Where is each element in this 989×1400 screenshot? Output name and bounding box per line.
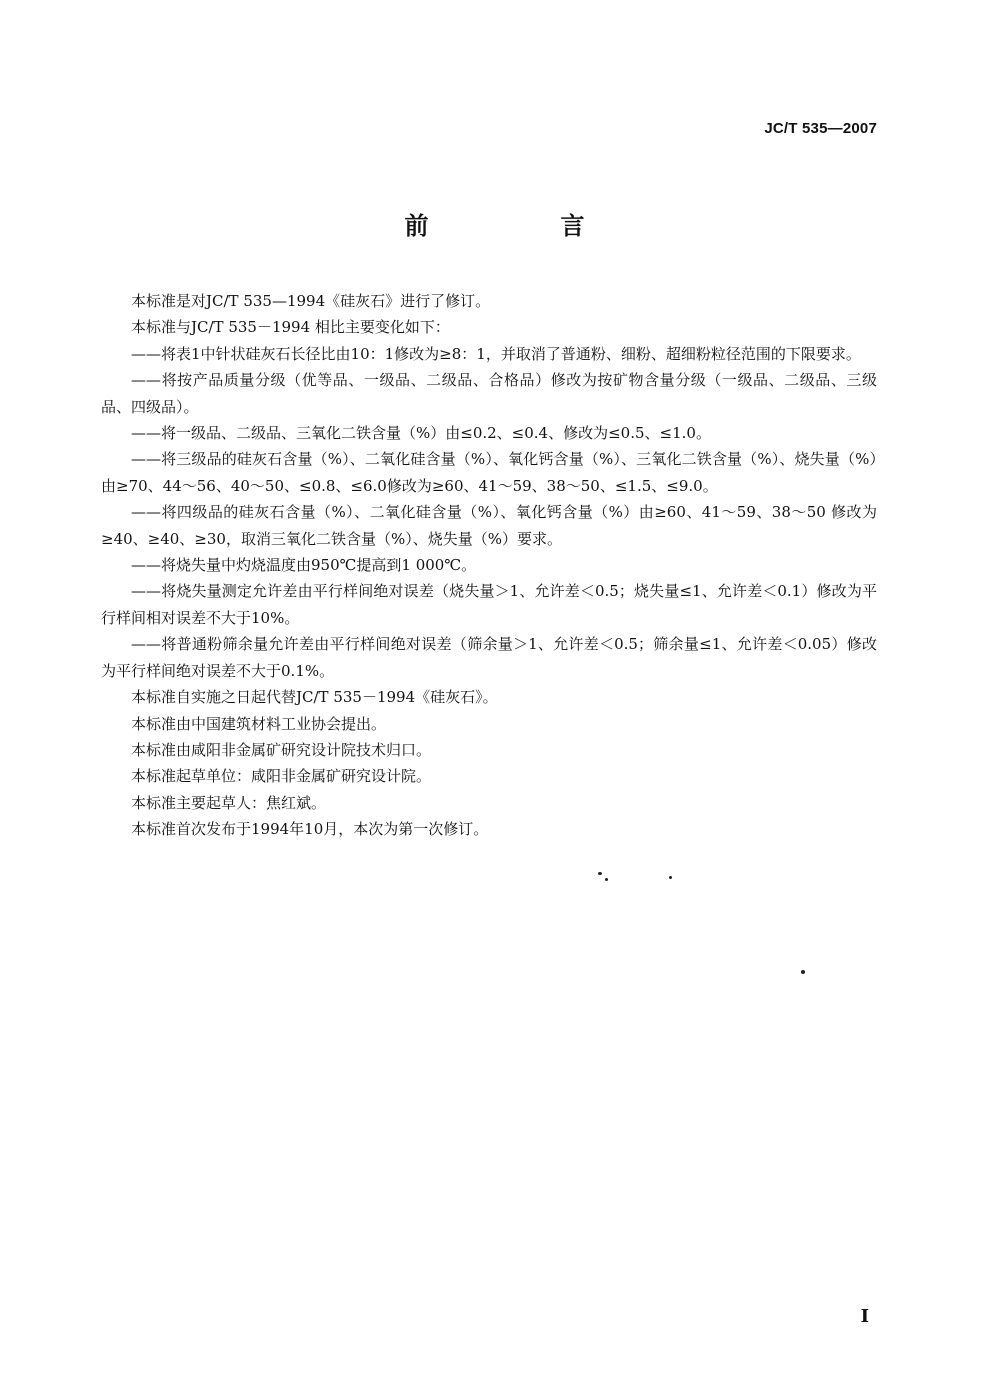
paragraph: 本标准由咸阳非金属矿研究设计院技术归口。: [131, 740, 432, 759]
paragraph: ——将普通粉筛余量允许差由平行样间绝对误差（筛余量＞1、允许差＜0.5；筛余量≤1、允许差＜0.05）修改为平行样间绝对误差不大于0.1%。: [101, 635, 877, 680]
paragraph: ——将烧失量中灼烧温度由950℃提高到1 000℃。: [131, 556, 477, 575]
paragraph: ——将四级品的硅灰石含量（%）、二氧化硅含量（%）、氧化钙含量（%）由≥60、41～59、38～50 修改为≥40、≥40、≥30，取消三氧化二铁含量（%）、烧失量（%）要求。: [101, 503, 877, 548]
scan-speck: [669, 876, 672, 879]
paragraph: ——将按产品质量分级（优等品、一级品、二级品、合格品）修改为按矿物含量分级（一级品、二级品、三级品、四级品）。: [101, 371, 877, 416]
paragraph: 本标准首次发布于1994年10月，本次为第一次修订。: [131, 820, 489, 839]
paragraph: 本标准由中国建筑材料工业协会提出。: [131, 714, 387, 733]
paragraph: 本标准是对JC/T 535—1994《硅灰石》进行了修订。: [131, 292, 491, 310]
scan-speck: [605, 878, 608, 881]
paragraph: 本标准与JC/T 535－1994 相比主要变化如下：: [131, 318, 450, 337]
scan-speck: [598, 872, 602, 875]
paragraph: ——将一级品、二级品、三氧化二铁含量（%）由≤0.2、≤0.4、修改为≤0.5、≤1.0。: [131, 424, 711, 443]
paragraph: ——将烧失量测定允许差由平行样间绝对误差（烧失量＞1、允许差＜0.5；烧失量≤1、允许差＜0.1）修改为平行样间相对误差不大于10%。: [101, 582, 877, 627]
page-number: I: [860, 1306, 869, 1327]
paragraph: 本标准自实施之日起代替JC/T 535－1994《硅灰石》。: [131, 688, 498, 707]
paragraph: ——将表1中针状硅灰石长径比由10：1修改为≥8：1，并取消了普通粉、细粉、超细粉粒径范围的下限要求。: [131, 344, 861, 363]
paragraph: ——将三级品的硅灰石含量（%）、二氧化硅含量（%）、氧化钙含量（%）、三氧化二铁含量（%）、烧失量（%）由≥70、44～56、40～50、≤0.8、≤6.0修改为≥60、41～59、38～50、≤1.5、≤9.0。: [101, 450, 877, 495]
foreword-body: [101, 288, 877, 843]
paragraph: 本标准主要起草人：焦红斌。: [131, 793, 327, 812]
scan-speck: [801, 970, 805, 974]
document-code: JC/T 535—2007: [764, 120, 877, 137]
paragraph: 本标准起草单位：咸阳非金属矿研究设计院。: [131, 767, 432, 786]
page-title: 前 言: [404, 211, 639, 240]
